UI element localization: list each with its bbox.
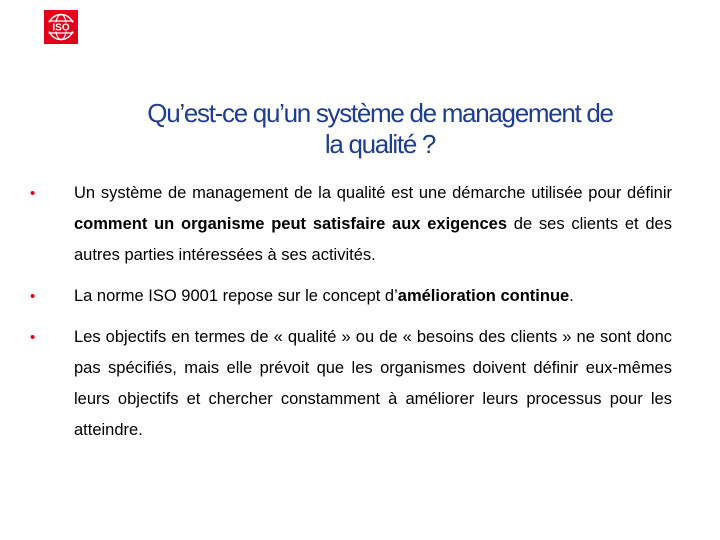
- title-line-1: Qu’est-ce qu’un système de management de: [147, 98, 613, 128]
- bullet-text: [74, 178, 672, 271]
- bullet-text-part: Un système de management de la qualité est une démarche utilisée pour définir: [74, 184, 672, 202]
- bullet-text: [74, 281, 672, 312]
- logo-text: ISO: [52, 22, 70, 34]
- bullet-bold-text: amélioration continue: [397, 287, 570, 305]
- bullet-marker: •: [30, 185, 36, 202]
- bullet-item: [30, 322, 672, 446]
- bullet-marker: •: [30, 288, 36, 305]
- bullet-text: Les objectifs en termes de « qualité » ou de « besoins des clients » ne sont donc pas spécifiés, mais elle prévoit que les organismes doivent définir eux-mêmes leurs objectifs et chercher constamment à améliorer leurs processus pour les atteindre.: [74, 328, 672, 439]
- bullet-text-part: .: [569, 287, 574, 305]
- bullet-marker: •: [30, 329, 36, 346]
- bullet-item: [30, 281, 672, 312]
- bullet-text-part: de ses clients et des autres parties intéressées à ses activités.: [74, 215, 672, 264]
- title-line-2: la qualité ?: [324, 129, 436, 159]
- bullet-text-part: La norme ISO 9001 repose sur le concept d’: [74, 287, 398, 305]
- globe-icon: [44, 10, 78, 44]
- bullet-bold-text: comment un organisme peut satisfaire aux exigences: [74, 215, 508, 233]
- slide-title: [40, 98, 720, 160]
- iso-logo: [44, 10, 78, 44]
- bullet-item: [30, 178, 672, 271]
- bullet-list: [30, 178, 672, 446]
